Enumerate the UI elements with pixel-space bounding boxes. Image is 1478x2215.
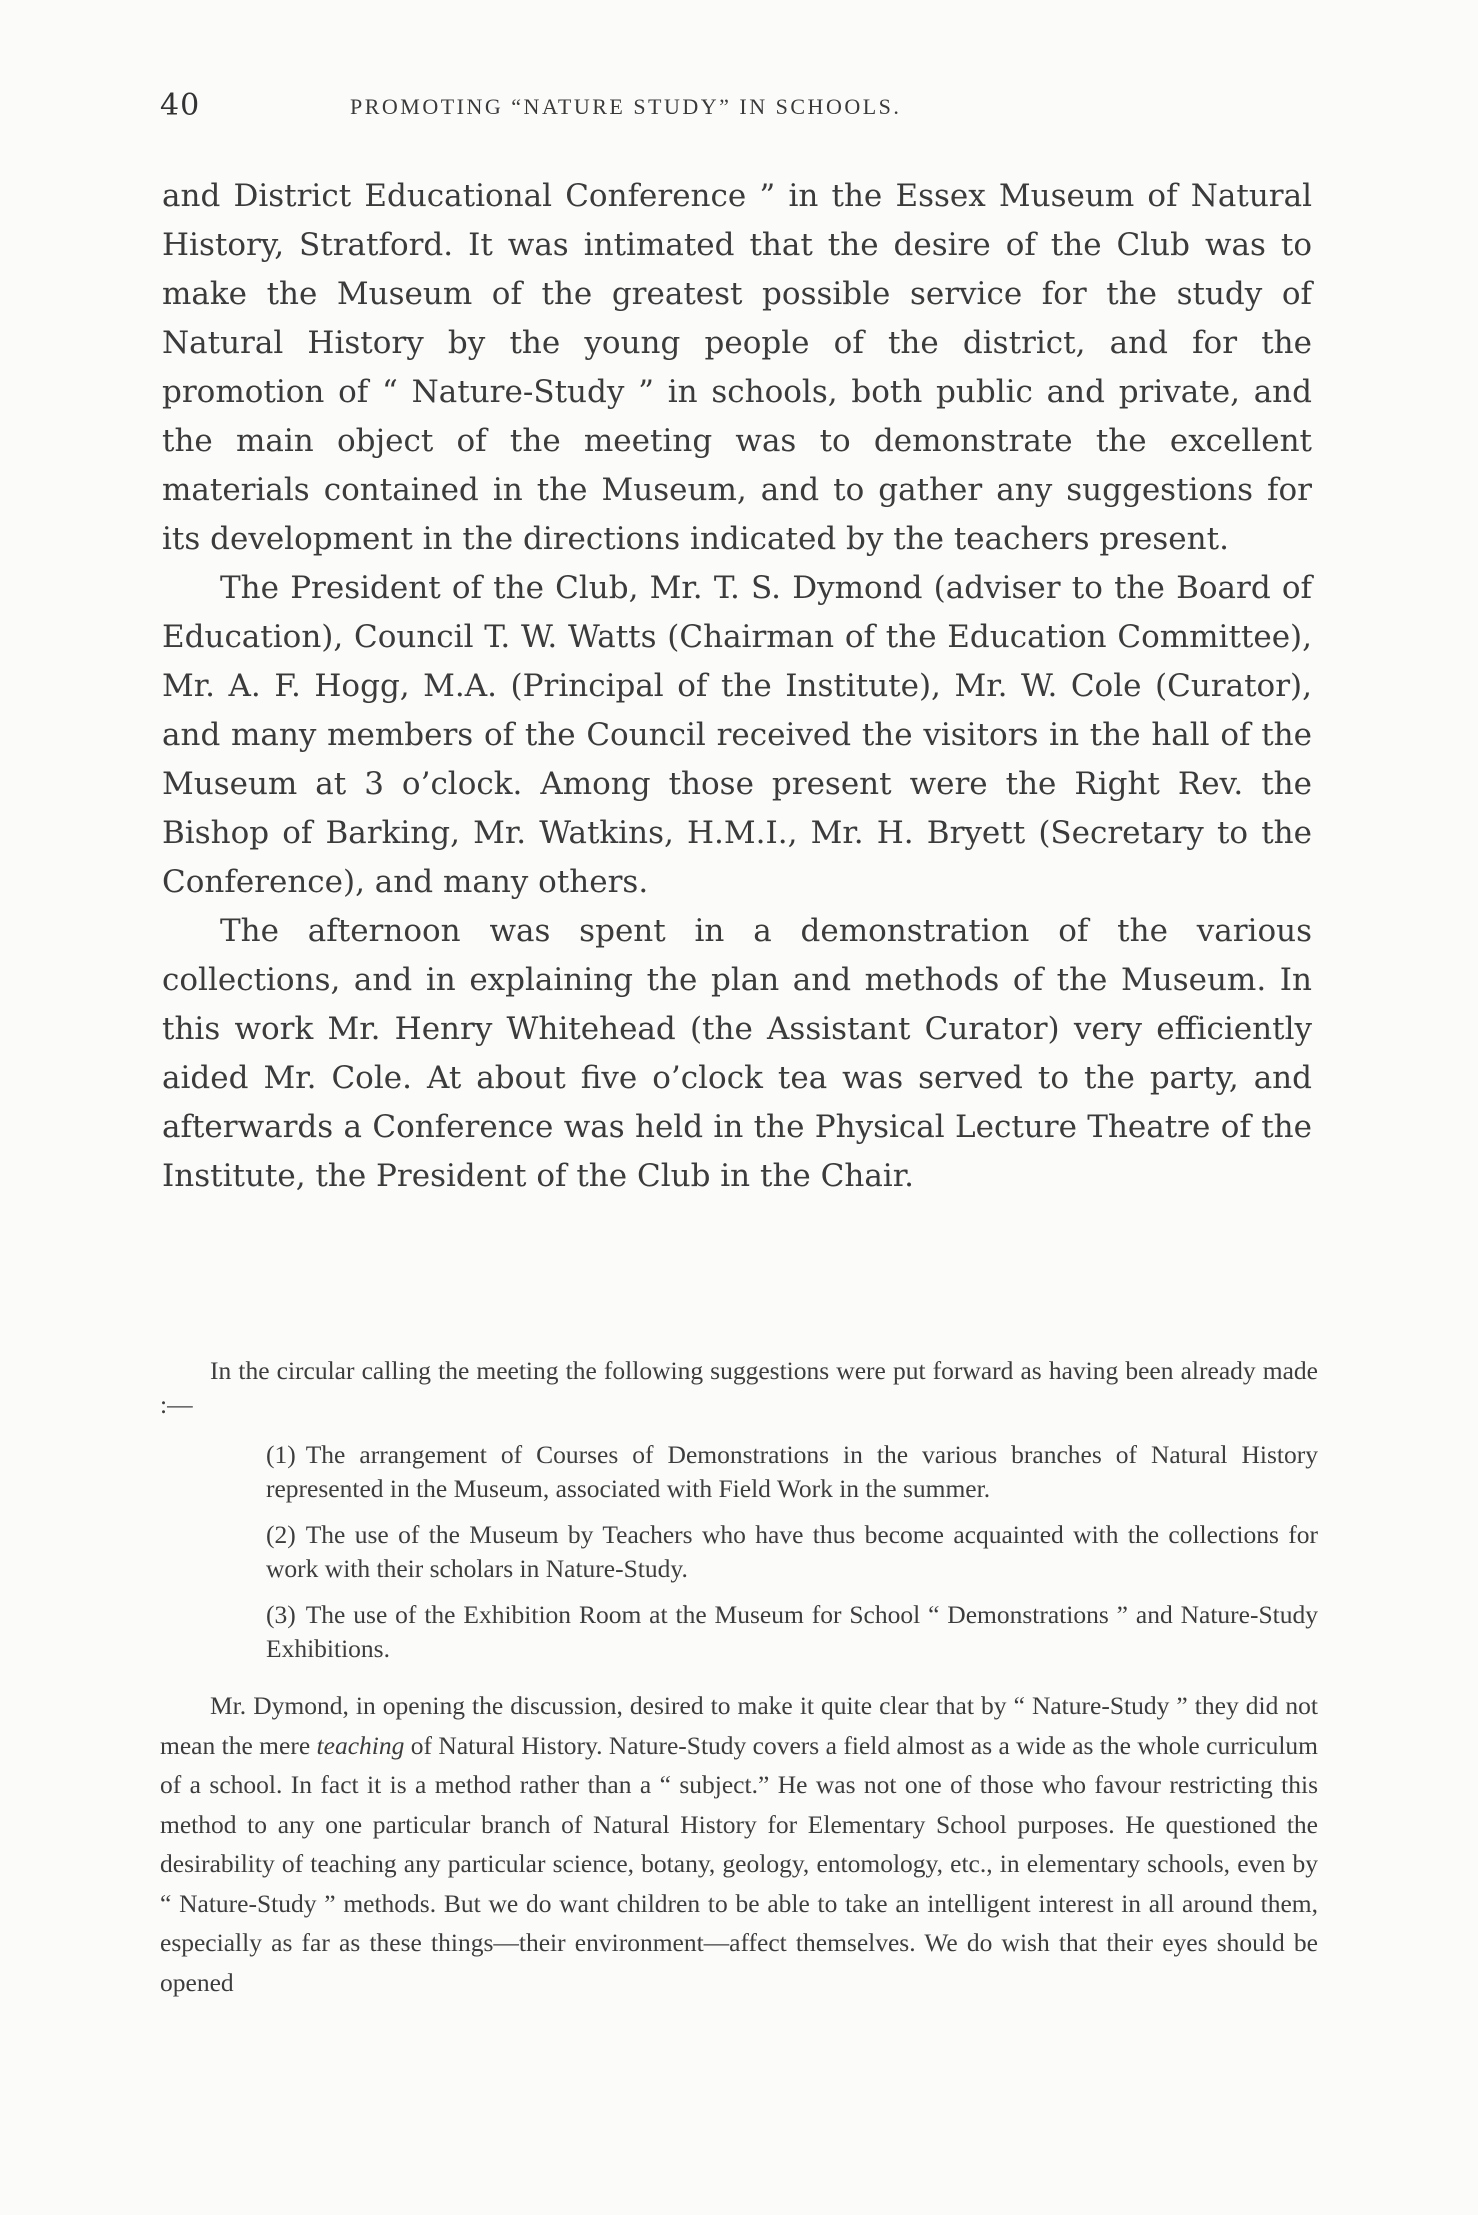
- paragraph-conference-intro: and District Educational Conference ” in the Essex Museum of Natural History, Stratford. It was intimated that the desire of the Club was to make the Museum of the greatest possible service for the study of Natural History by the young people of the district, and for the promotion of “ Nature-Study ” in schools, both public and private, and the main object of the meeting was to demonstrate the excellent materials contained in the Museum, and to gather any suggestions for its development in the directions indicated by the teachers present.: [162, 178, 1312, 557]
- suggestion-number: (1): [266, 1440, 296, 1469]
- discussion-text-start: Mr. Dymond, in opening the discussion, desired to make it quite clear that by “ Nature-Study ” they did not mean the mere: [160, 1691, 1318, 1760]
- suggestion-text: The use of the Museum by Teachers who have thus become acquainted with the collections for work with their scholars in Nature-Study.: [266, 1520, 1318, 1583]
- discussion-italic-word: teaching: [316, 1730, 405, 1760]
- running-head: PROMOTING “NATURE STUDY” IN SCHOOLS.: [350, 94, 902, 119]
- suggestion-number: (2): [266, 1520, 296, 1549]
- suggestion-number: (3): [266, 1600, 296, 1629]
- main-text: [162, 172, 1312, 1201]
- page-header: [160, 88, 1320, 128]
- paragraph-discussion: [160, 1686, 1318, 2002]
- suggestion-text: The arrangement of Courses of Demonstrations in the various branches of Natural History represented in the Museum, associated with Field Work in the summer.: [266, 1440, 1318, 1503]
- suggestion-item: [266, 1598, 1318, 1666]
- circular-intro: In the circular calling the meeting the following suggestions were put forward as having been already made :—: [160, 1356, 1318, 1419]
- discussion-text-end: of Natural History. Nature-Study covers a field almost as a wide as the whole curriculum of a school. In fact it is a method rather than a “ subject.” He was not one of those who favour restricting this method to any one particular branch of Natural History for Elementary School purposes. He questioned the desirability of teaching any particular science, botany, geology, entomology, etc., in elementary schools, even by “ Nature-Study ” methods. But we do want children to be able to take an intelligent interest in all around them, especially as far as these things—their environment—affect themselves. We do wish that their eyes should be opened: [160, 1730, 1318, 1997]
- suggestion-item: [266, 1438, 1318, 1506]
- suggestion-item: [266, 1518, 1318, 1586]
- suggestion-text: The use of the Exhibition Room at the Museum for School “ Demonstrations ” and Nature-Study Exhibitions.: [266, 1600, 1318, 1663]
- paragraph-attendees: The President of the Club, Mr. T. S. Dymond (adviser to the Board of Education), Council T. W. Watts (Chairman of the Education Committee), Mr. A. F. Hogg, M.A. (Principal of the Institute), Mr. W. Cole (Curator), and many members of the Council received the visitors in the hall of the Museum at 3 o’clock. Among those present were the Right Rev. the Bishop of Barking, Mr. Watkins, H.M.I., Mr. H. Bryett (Secretary to the Conference), and many others.: [162, 570, 1312, 900]
- paragraph-afternoon: The afternoon was spent in a demonstration of the various collections, and in explaining the plan and methods of the Museum. In this work Mr. Henry Whitehead (the Assistant Curator) very efficiently aided Mr. Cole. At about five o’clock tea was served to the party, and afterwards a Conference was held in the Physical Lecture Theatre of the Institute, the President of the Club in the Chair.: [162, 913, 1312, 1194]
- circular-and-discussion: [160, 1354, 1318, 2002]
- page-number: 40: [160, 88, 201, 123]
